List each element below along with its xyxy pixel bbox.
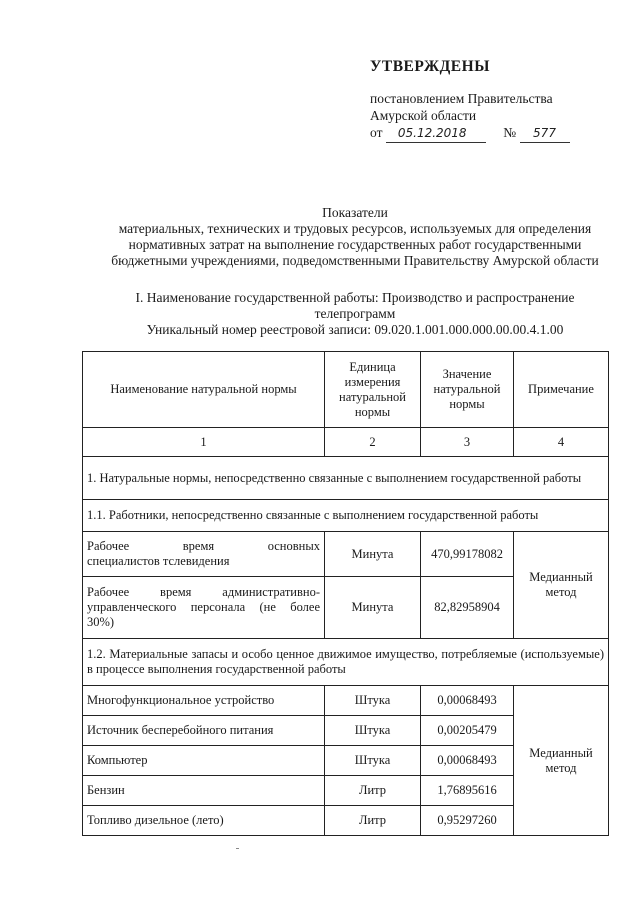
subgroup-1-title: 1.1. Работники, непосредственно связанные с выполнением государственной работы: [83, 500, 609, 532]
table-row: [83, 686, 609, 716]
registry-number: Уникальный номер реестровой записи: 09.020.1.001.000.000.00.00.4.1.00: [146, 322, 564, 337]
approval-number: 577: [520, 125, 570, 143]
row-unit: Штука: [325, 686, 421, 716]
header-unit: Единица измерения натуральной нормы: [325, 352, 421, 428]
header-value: Значение натуральной нормы: [421, 352, 514, 428]
header-name: Наименование натуральной нормы: [83, 352, 325, 428]
column-number-row: [83, 428, 609, 457]
row-name: Бензин: [83, 776, 325, 806]
row-name: Компьютер: [83, 746, 325, 776]
note-median-1: Медианный метод: [514, 532, 609, 639]
row-unit: Штука: [325, 716, 421, 746]
row-name: Рабочее время административно- управленческого персонала (не более 30%): [83, 577, 325, 639]
col-number-2: 2: [325, 428, 421, 457]
approval-block: [370, 58, 630, 143]
approval-line-1: постановлением Правительства: [370, 91, 553, 106]
row-name: Рабочее время основных специалистов тслевидения: [83, 532, 325, 577]
approval-date-line: [370, 124, 630, 143]
row-value: 0,00068493: [421, 686, 514, 716]
table-header-row: [83, 352, 609, 428]
norms-table: [82, 351, 609, 836]
section-title-line-2: телепрограмм: [314, 306, 396, 321]
group-row: [83, 457, 609, 500]
row-value: 0,95297260: [421, 806, 514, 836]
subgroup-row: [83, 500, 609, 532]
subgroup-row: [83, 639, 609, 686]
section-title-line-1: I. Наименование государственной работы: Производство и распространение: [135, 290, 575, 305]
col-number-3: 3: [421, 428, 514, 457]
heading-line-4: бюджетными учреждениями, подведомственными Правительству Амурской области: [111, 253, 599, 268]
scan-speck: [236, 848, 239, 849]
row-value: 470,99178082: [421, 532, 514, 577]
row-name: Многофункциональное устройство: [83, 686, 325, 716]
heading-line-2: материальных, технических и трудовых ресурсов, используемых для определения: [118, 221, 592, 236]
approval-title: УТВЕРЖДЕНЫ: [370, 58, 490, 75]
header-note: Примечание: [514, 352, 609, 428]
row-name: Источник бесперебойного питания: [83, 716, 325, 746]
row-value: 0,00068493: [421, 746, 514, 776]
row-name: Топливо дизельное (лето): [83, 806, 325, 836]
row-value: 1,76895616: [421, 776, 514, 806]
group-1-title: 1. Натуральные нормы, непосредственно связанные с выполнением государственной работы: [83, 457, 609, 500]
heading-line-3: нормативных затрат на выполнение государственных работ государственными: [128, 237, 582, 252]
heading-line-1: Показатели: [322, 205, 388, 220]
row-value: 82,82958904: [421, 577, 514, 639]
approval-date: 05.12.2018: [386, 125, 486, 143]
row-unit: Литр: [325, 806, 421, 836]
row-unit: Литр: [325, 776, 421, 806]
number-prefix: №: [503, 125, 517, 140]
col-number-1: 1: [83, 428, 325, 457]
table-row: [83, 532, 609, 577]
row-value: 0,00205479: [421, 716, 514, 746]
approval-line-2: Амурской области: [370, 108, 477, 123]
row-unit: Минута: [325, 577, 421, 639]
row-unit: Штука: [325, 746, 421, 776]
date-prefix: от: [370, 125, 383, 140]
subgroup-2-title: 1.2. Материальные запасы и особо ценное движимое имущество, потребляемые (используемые) в процессе выполнения государственной работы: [83, 639, 609, 686]
col-number-4: 4: [514, 428, 609, 457]
note-median-2: Медианный метод: [514, 686, 609, 836]
row-unit: Минута: [325, 532, 421, 577]
